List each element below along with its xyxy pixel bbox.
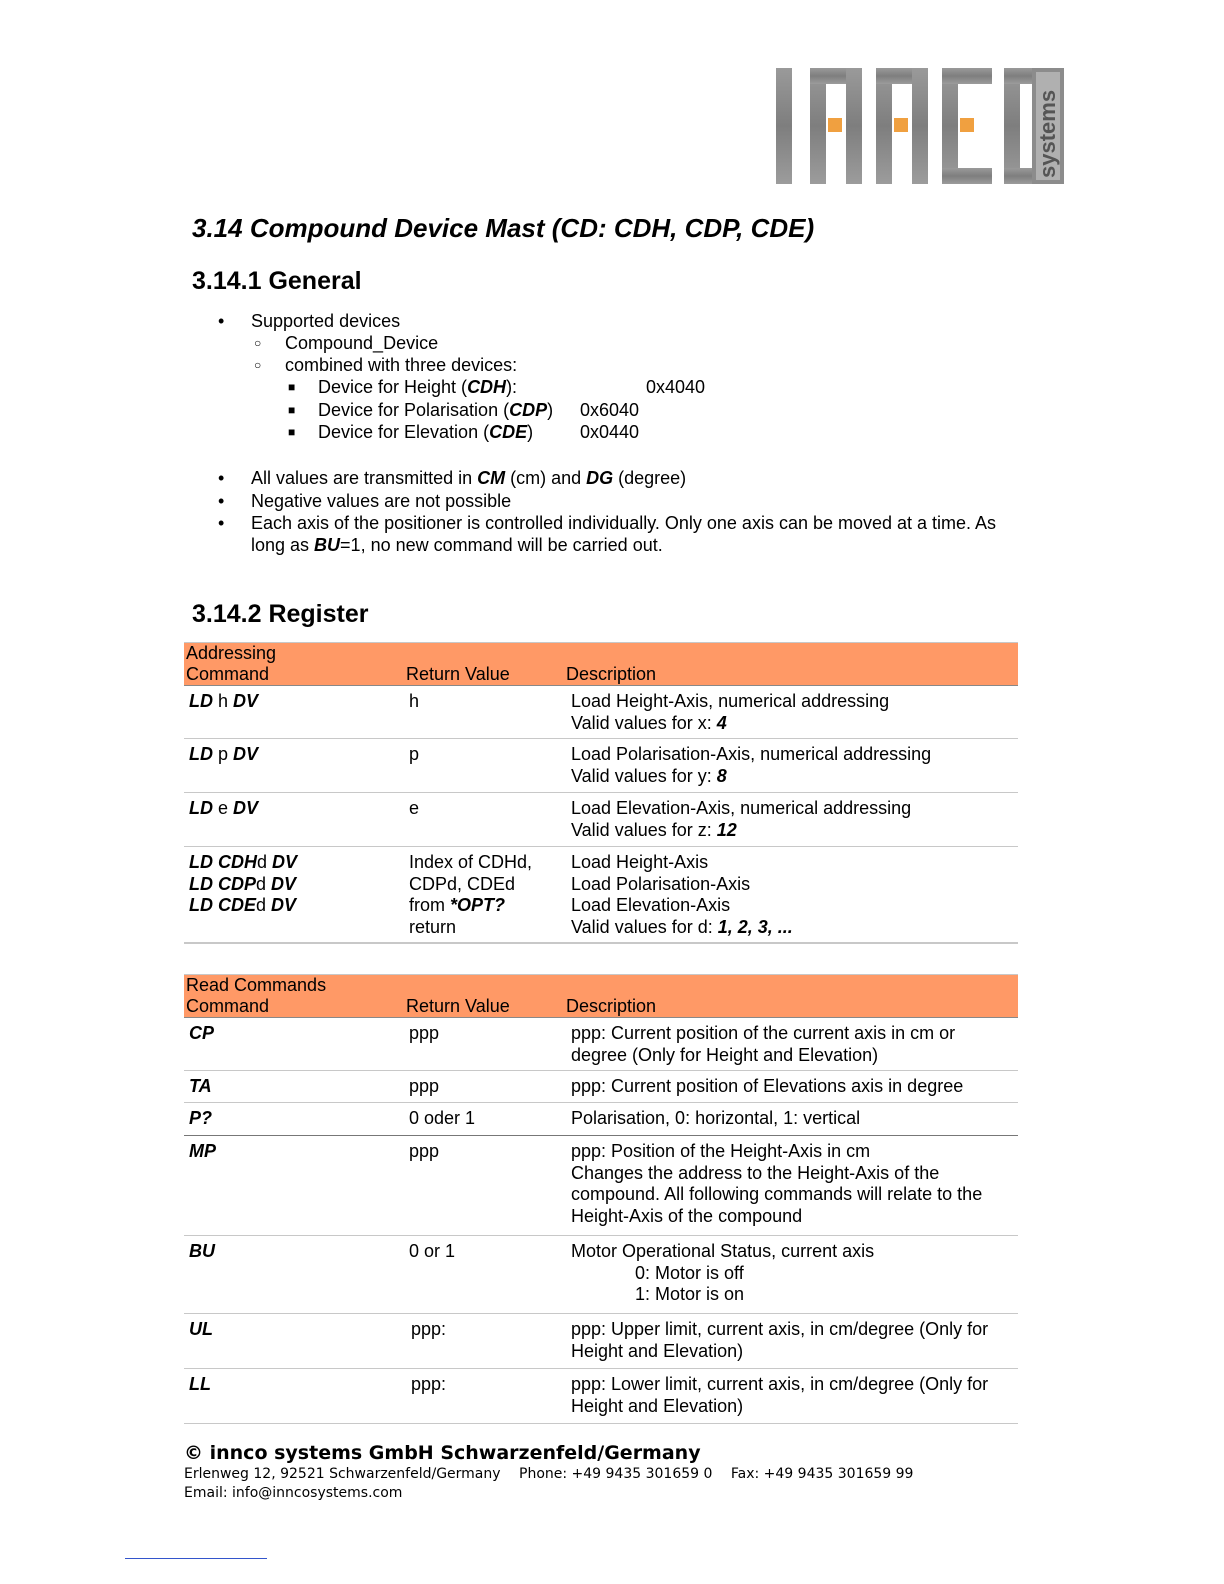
general-heading: 3.14.1 General bbox=[192, 267, 362, 295]
return-cell: ppp: bbox=[411, 1374, 447, 1394]
col-return: Return Value bbox=[406, 996, 510, 1016]
return-cell: e bbox=[409, 798, 420, 818]
bullet-icon: • bbox=[218, 513, 225, 533]
device-elevation-addr: 0x0440 bbox=[580, 422, 640, 442]
bullet-icon: • bbox=[218, 468, 225, 488]
bullet-axis-line1: Each axis of the positioner is controlled individually. Only one axis can be moved at a time. As bbox=[251, 513, 997, 533]
table-row bbox=[184, 793, 1018, 847]
square-bullet-icon: ■ bbox=[288, 380, 296, 394]
desc-cell: ppp: Position of the Height-Axis in cm Changes the address to the Height-Axis of the compound. All following commands will relate to the Height-Axis of the compound bbox=[571, 1141, 983, 1226]
square-bullet-icon: ■ bbox=[288, 403, 296, 417]
footer-address: Erlenweg 12, 92521 Schwarzenfeld/Germany bbox=[184, 1466, 501, 1482]
device-elevation: Device for Elevation (CDE) bbox=[318, 422, 534, 442]
table-row bbox=[184, 1314, 1018, 1369]
innco-logo bbox=[770, 60, 1070, 192]
read-column-headers bbox=[184, 996, 1018, 1018]
desc-cell: Polarisation, 0: horizontal, 1: vertical bbox=[571, 1108, 861, 1128]
supported-devices: Supported devices bbox=[251, 311, 401, 331]
table-row bbox=[184, 1071, 1018, 1103]
combined-devices: combined with three devices: bbox=[285, 355, 518, 375]
cmd-cell: LL bbox=[189, 1374, 211, 1394]
table-row bbox=[184, 739, 1018, 793]
cmd-cell: TA bbox=[189, 1076, 212, 1096]
addressing-title: Addressing bbox=[184, 642, 1018, 664]
device-polarisation-addr: 0x6040 bbox=[580, 400, 640, 420]
desc-cell: ppp: Upper limit, current axis, in cm/degree (Only for Height and Elevation) bbox=[571, 1319, 989, 1361]
desc-cell: ppp: Current position of Elevations axis in degree bbox=[571, 1076, 964, 1096]
square-bullet-icon: ■ bbox=[288, 425, 296, 439]
col-command: Command bbox=[186, 996, 270, 1016]
cmd-cell: P? bbox=[189, 1108, 213, 1128]
bullet-icon: • bbox=[218, 311, 225, 331]
desc-cell: Motor Operational Status, current axis 0: Motor is off 1: Motor is on bbox=[571, 1241, 875, 1304]
addressing-column-headers bbox=[184, 664, 1018, 686]
desc-cell: ppp: Current position of the current axis in cm or degree (Only for Height and Elevation) bbox=[571, 1023, 956, 1065]
footnote-separator bbox=[125, 1558, 267, 1559]
footer-email: Email: info@inncosystems.com bbox=[184, 1485, 403, 1501]
table-row bbox=[184, 686, 1018, 739]
footer-phone: Phone: +49 9435 301659 0 bbox=[519, 1466, 713, 1482]
table-row bbox=[184, 847, 1018, 944]
read-title: Read Commands bbox=[184, 974, 1018, 996]
logo-systems-text: systems bbox=[1035, 89, 1060, 178]
return-cell: h bbox=[409, 691, 420, 711]
cmd-cell: MP bbox=[189, 1141, 216, 1161]
circle-bullet-icon: ○ bbox=[254, 358, 262, 372]
desc-cell: ppp: Lower limit, current axis, in cm/degree (Only for Height and Elevation) bbox=[571, 1374, 989, 1416]
addressing-table bbox=[184, 642, 1018, 944]
table-row bbox=[184, 1136, 1018, 1236]
cmd-cell: LD p DV bbox=[189, 744, 259, 764]
cmd-cell: BU bbox=[189, 1241, 215, 1261]
bullet-axis-line2: long as BU=1, no new command will be carried out. bbox=[251, 535, 663, 555]
bullet-negative: Negative values are not possible bbox=[251, 491, 512, 511]
return-cell: ppp bbox=[409, 1141, 440, 1161]
desc-cell: Load Elevation-Axis, numerical addressing Valid values for z: 12 bbox=[571, 798, 912, 840]
bullet-units: All values are transmitted in CM (cm) and DG (degree) bbox=[251, 468, 687, 488]
desc-cell: Load Height-Axis, numerical addressing Valid values for x: 4 bbox=[571, 691, 890, 733]
cmd-cell: LD CDHd DV LD CDPd DV LD CDEd DV bbox=[189, 852, 298, 915]
read-commands-table bbox=[184, 974, 1018, 1424]
bullet-icon: • bbox=[218, 491, 225, 511]
table-row bbox=[184, 1236, 1018, 1314]
return-cell: ppp bbox=[409, 1076, 440, 1096]
cmd-cell: LD h DV bbox=[189, 691, 259, 711]
col-description: Description bbox=[566, 664, 657, 684]
col-return: Return Value bbox=[406, 664, 510, 684]
return-cell: ppp bbox=[409, 1023, 440, 1043]
desc-cell: Load Polarisation-Axis, numerical addressing Valid values for y: 8 bbox=[571, 744, 932, 786]
cmd-cell: CP bbox=[189, 1023, 215, 1043]
col-command: Command bbox=[186, 664, 270, 684]
table-row bbox=[184, 1018, 1018, 1071]
footer-title: © innco systems GmbH Schwarzenfeld/Germany bbox=[184, 1442, 701, 1464]
return-cell: 0 or 1 bbox=[409, 1241, 456, 1261]
table-row bbox=[184, 1369, 1018, 1424]
section-title: 3.14 Compound Device Mast (CD: CDH, CDP, CDE) bbox=[192, 213, 815, 243]
footer-fax: Fax: +49 9435 301659 99 bbox=[730, 1466, 914, 1482]
return-cell: 0 oder 1 bbox=[409, 1108, 476, 1128]
circle-bullet-icon: ○ bbox=[254, 336, 262, 350]
table-row bbox=[184, 1103, 1018, 1136]
cmd-cell: LD e DV bbox=[189, 798, 259, 818]
register-heading: 3.14.2 Register bbox=[192, 600, 369, 628]
col-description: Description bbox=[566, 996, 657, 1016]
footer-contact bbox=[184, 1466, 913, 1482]
return-cell: ppp: bbox=[411, 1319, 447, 1339]
device-height: Device for Height (CDH): bbox=[318, 377, 518, 397]
cmd-cell: UL bbox=[189, 1319, 213, 1339]
return-cell: p bbox=[409, 744, 420, 764]
desc-cell: Load Height-Axis Load Polarisation-Axis Load Elevation-Axis Valid values for d: 1, 2, 3, ... bbox=[571, 852, 793, 937]
compound-device: Compound_Device bbox=[285, 333, 439, 353]
return-cell: Index of CDHd, CDPd, CDEd from *OPT? return bbox=[409, 852, 533, 937]
device-height-addr: 0x4040 bbox=[646, 377, 706, 397]
device-polarisation: Device for Polarisation (CDP) bbox=[318, 400, 554, 420]
